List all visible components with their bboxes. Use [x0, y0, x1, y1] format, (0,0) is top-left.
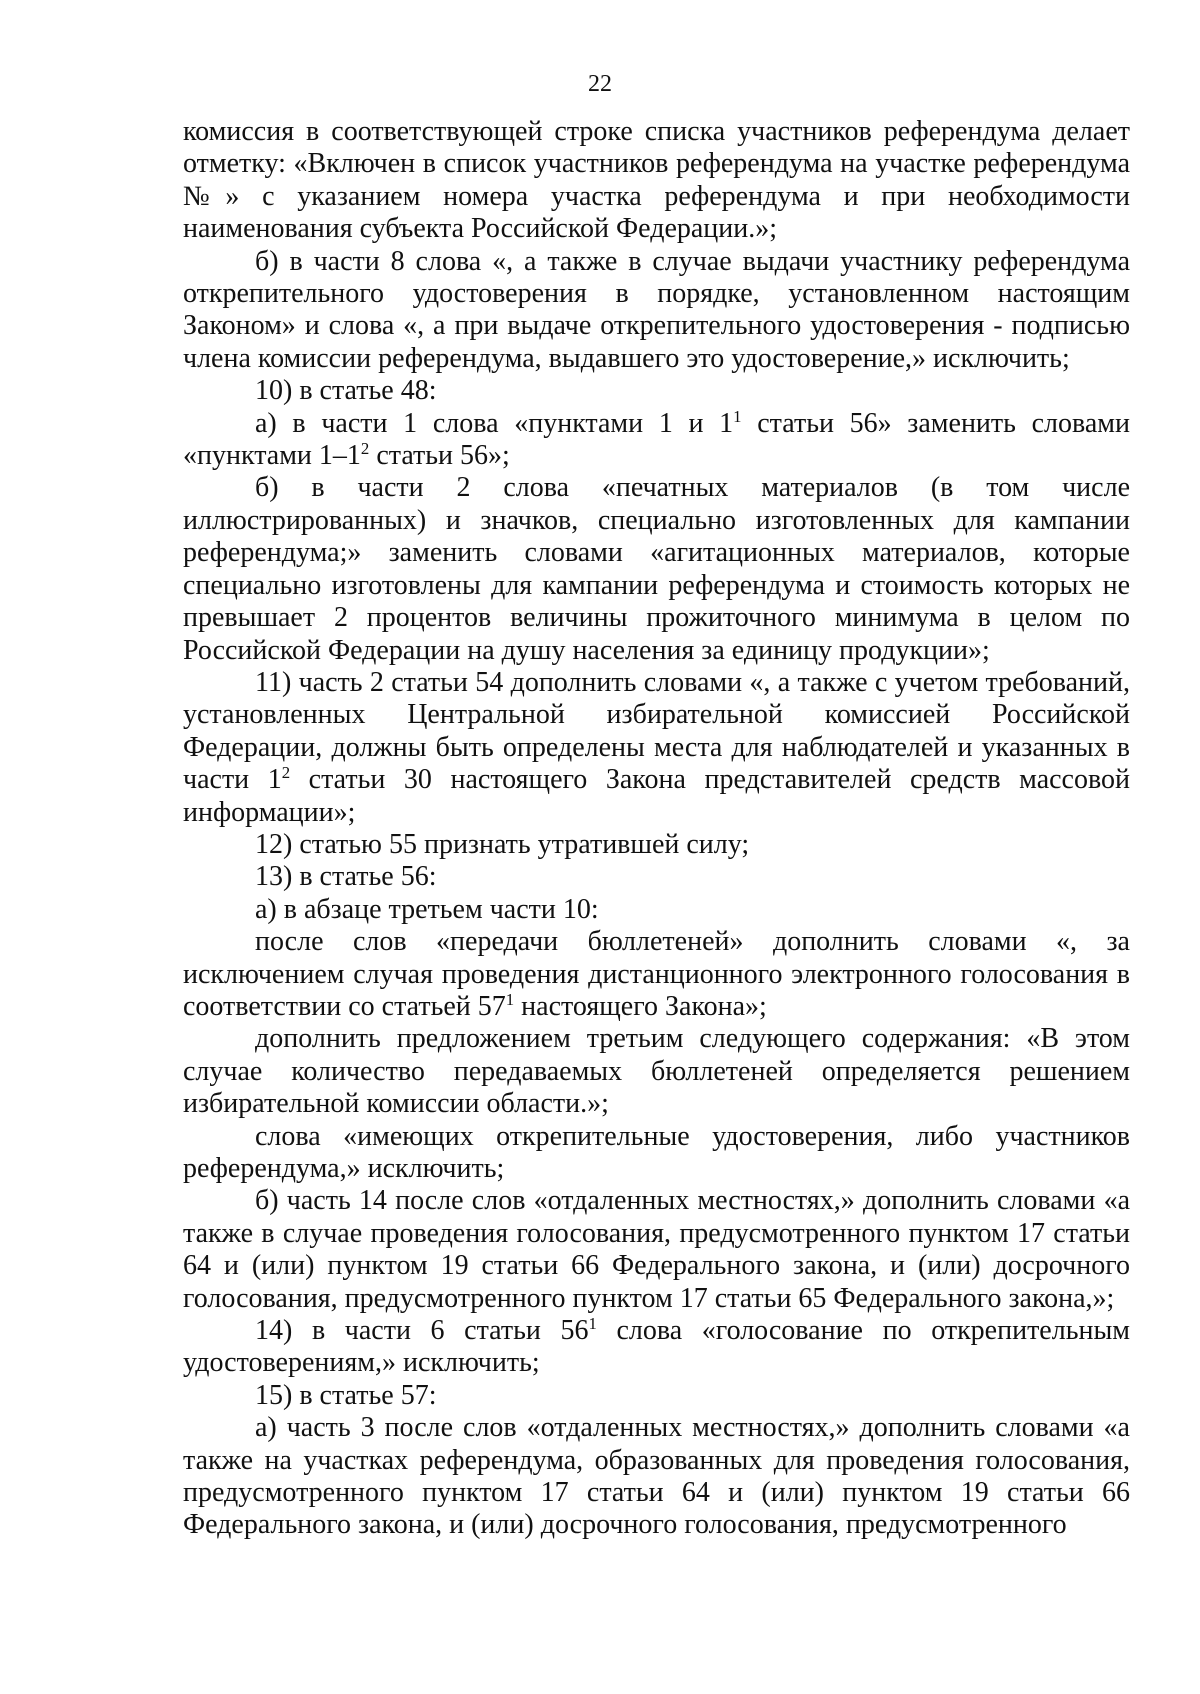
document-body [183, 116, 1130, 1542]
paragraph [183, 1023, 1130, 1120]
paragraph [183, 1121, 1130, 1186]
paragraph-text: дополнить предложением третьим следующего содержания: «В этом случае количество передаваемых бюллетеней определяется решением избирательной комиссии области.»; [183, 1023, 1130, 1120]
paragraph [183, 1185, 1130, 1315]
paragraph-text: 11) часть 2 статьи 54 дополнить словами «, а также с учетом требований, установленных Центральной избирательной комиссией Российской Федерации, должны быть определены места для наблюдателей и указанных в части 1 [183, 666, 1130, 796]
paragraph-text: б) в части 2 слова «печатных материалов (в том числе иллюстрированных) и значков, специально изготовленных для кампании референдума;» заменить словами «агитационных материалов, которые специально изготовлены для кампании референдума и стоимость которых не превышает 2 процентов величины прожиточного минимума в целом по Российской Федерации на душу населения за единицу продукции»; [183, 472, 1130, 666]
paragraph-text: 12) статью 55 признать утратившей силу; [255, 828, 750, 860]
paragraph [183, 1412, 1130, 1542]
paragraph [183, 116, 1130, 246]
paragraph-text: 14) в части 6 статьи 56 [255, 1315, 589, 1347]
paragraph-text: 13) в статье 56: [255, 861, 437, 893]
paragraph-text: б) часть 14 после слов «отдаленных местностях,» дополнить словами «а также в случае проведения голосования, предусмотренного пунктом 17 статьи 64 и (или) пунктом 19 статьи 66 Федерального закона, и (или) досрочного голосования, предусмотренного пунктом 17 статьи 65 Федерального закона,»; [183, 1185, 1130, 1314]
paragraph-text: б) в части 8 слова «, а также в случае выдачи участнику референдума открепительного удостоверения в порядке, установленном настоящим Законом» и слова «, а при выдаче открепительного удостоверения - подписью члена комиссии референдума, выдавшего это удостоверение,» исключить; [183, 245, 1130, 374]
paragraph [183, 1380, 1130, 1412]
paragraph [183, 861, 1130, 893]
paragraph-text: слова «имеющих открепительные удостоверения, либо участников референдума,» исключить; [183, 1120, 1130, 1184]
superscript: 1 [588, 1313, 597, 1333]
paragraph-text: комиссия в соответствующей строке списка участников референдума делает отметку: «Включен в список участников референдума на участке референдума №» с указанием номера участка референдума и при необходимости наименования субъекта Российской Федерации.»; [183, 116, 1130, 245]
paragraph-text: статьи 56» заменить словами «пунктами 1–1 [183, 407, 1130, 472]
paragraph-text: 10) в статье 48: [255, 375, 437, 407]
superscript: 1 [505, 989, 515, 1009]
paragraph-text: а) часть 3 после слов «отдаленных местностях,» дополнить словами «а также на участках референдума, образованных для проведения голосования, предусмотренного пунктом 17 статьи 64 и (или) пунктом 19 статьи 66 Федерального закона, и (или) досрочного голосования, предусмотренного [183, 1412, 1130, 1541]
page-number: 22 [588, 71, 612, 97]
paragraph [183, 894, 1130, 926]
paragraph [183, 1315, 1130, 1380]
paragraph-text: 15) в статье 57: [255, 1379, 437, 1411]
paragraph-text: статьи 30 настоящего Закона представителей средств массовой информации»; [183, 764, 1130, 828]
superscript: 2 [281, 763, 291, 783]
superscript: 1 [733, 406, 742, 426]
paragraph-text: а) в части 1 слова «пунктами 1 и 1 [255, 407, 734, 439]
paragraph [183, 408, 1130, 473]
paragraph [183, 667, 1130, 829]
paragraph [183, 246, 1130, 376]
paragraph-text: а) в абзаце третьем части 10: [255, 893, 599, 925]
superscript: 2 [360, 438, 370, 458]
paragraph-text: после слов «передачи бюллетеней» дополнить словами «, за исключением случая проведения дистанционного электронного голосования в соответствии со статьей 57 [183, 926, 1130, 1022]
paragraph-text: статьи 56»; [369, 440, 510, 472]
paragraph-text: слова «голосование по открепительным удостоверениям,» исключить; [183, 1315, 1130, 1379]
paragraph-text: настоящего Закона»; [514, 990, 767, 1022]
paragraph [183, 926, 1130, 1023]
paragraph [183, 829, 1130, 861]
paragraph [183, 472, 1130, 666]
paragraph [183, 375, 1130, 407]
